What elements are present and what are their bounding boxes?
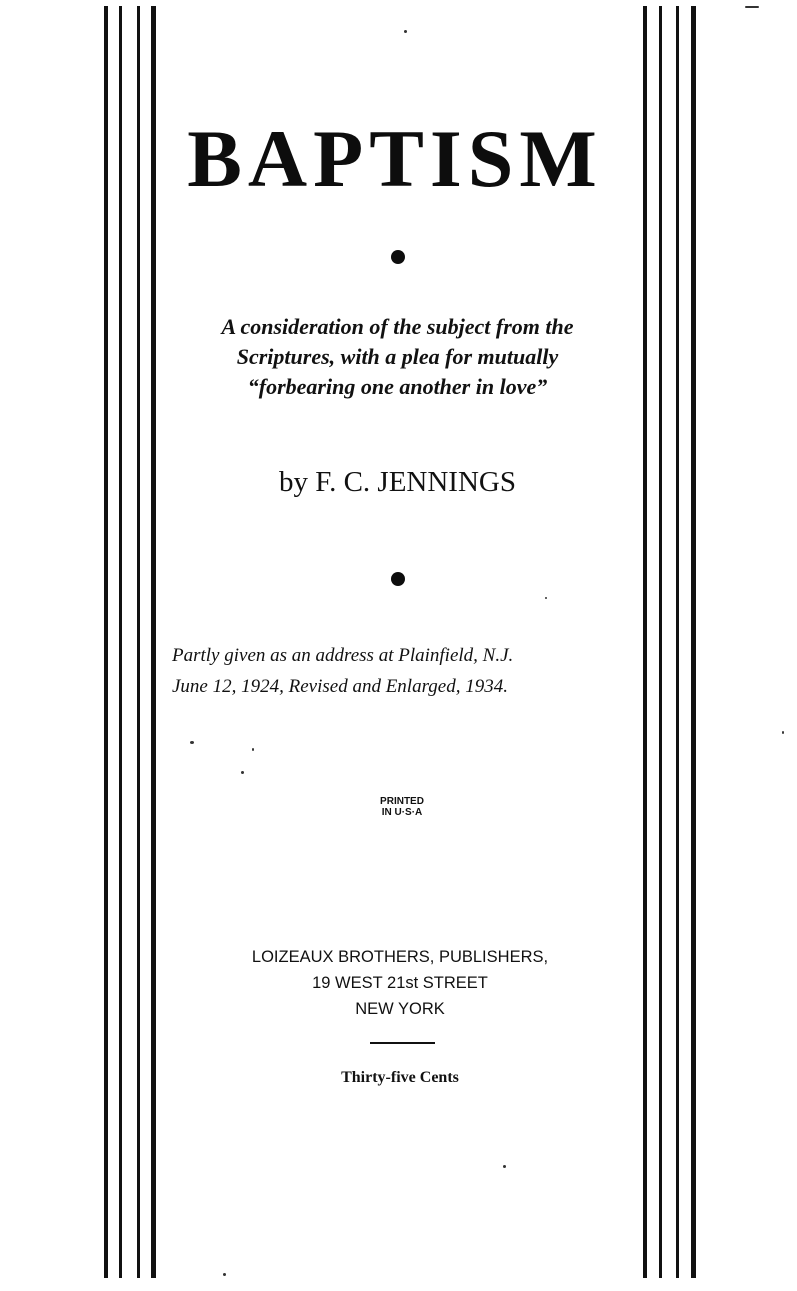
- ornament-dot: [391, 250, 405, 264]
- right-border-rule: [659, 6, 662, 1278]
- printed-line: IN U·S·A: [381, 807, 423, 818]
- print-speck: [404, 30, 407, 33]
- book-title: BAPTISM: [187, 113, 603, 204]
- publisher-line: LOIZEAUX BROTHERS, PUBLISHERS,: [251, 948, 549, 966]
- left-border-rule: [104, 6, 108, 1278]
- printed-in-usa-mark: [352, 796, 452, 818]
- print-speck: [223, 1273, 226, 1276]
- right-border-rule: [643, 6, 647, 1278]
- left-border-rule: [137, 6, 140, 1278]
- print-speck: [252, 748, 254, 751]
- print-speck: [241, 771, 244, 774]
- address-note: [172, 640, 632, 702]
- left-border-rule: [119, 6, 122, 1278]
- subtitle: [165, 312, 630, 402]
- right-border-rule: [691, 6, 696, 1278]
- print-speck: [745, 6, 759, 8]
- print-speck: [190, 741, 194, 744]
- right-border-rule: [676, 6, 679, 1278]
- price: Thirty-five Cents: [341, 1069, 459, 1086]
- subtitle-line: “forbearing one another in love”: [247, 374, 548, 399]
- printed-line: PRINTED: [380, 796, 424, 807]
- publisher-line: NEW YORK: [355, 1000, 445, 1018]
- note-line: Partly given as an address at Plainfield, N.J.: [172, 645, 514, 666]
- author-line: by F. C. JENNINGS: [279, 466, 516, 498]
- publisher-block: [170, 944, 630, 1022]
- subtitle-line: A consideration of the subject from the: [221, 314, 574, 339]
- note-line: June 12, 1924, Revised and Enlarged, 1934.: [172, 676, 508, 697]
- subtitle-line: Scriptures, with a plea for mutually: [236, 344, 559, 369]
- print-speck: [782, 731, 784, 734]
- print-speck: [545, 597, 547, 599]
- print-speck: [503, 1165, 506, 1168]
- ornament-dot: [391, 572, 405, 586]
- publisher-line: 19 WEST 21st STREET: [312, 974, 488, 992]
- divider: [370, 1042, 435, 1044]
- left-border-rule: [151, 6, 156, 1278]
